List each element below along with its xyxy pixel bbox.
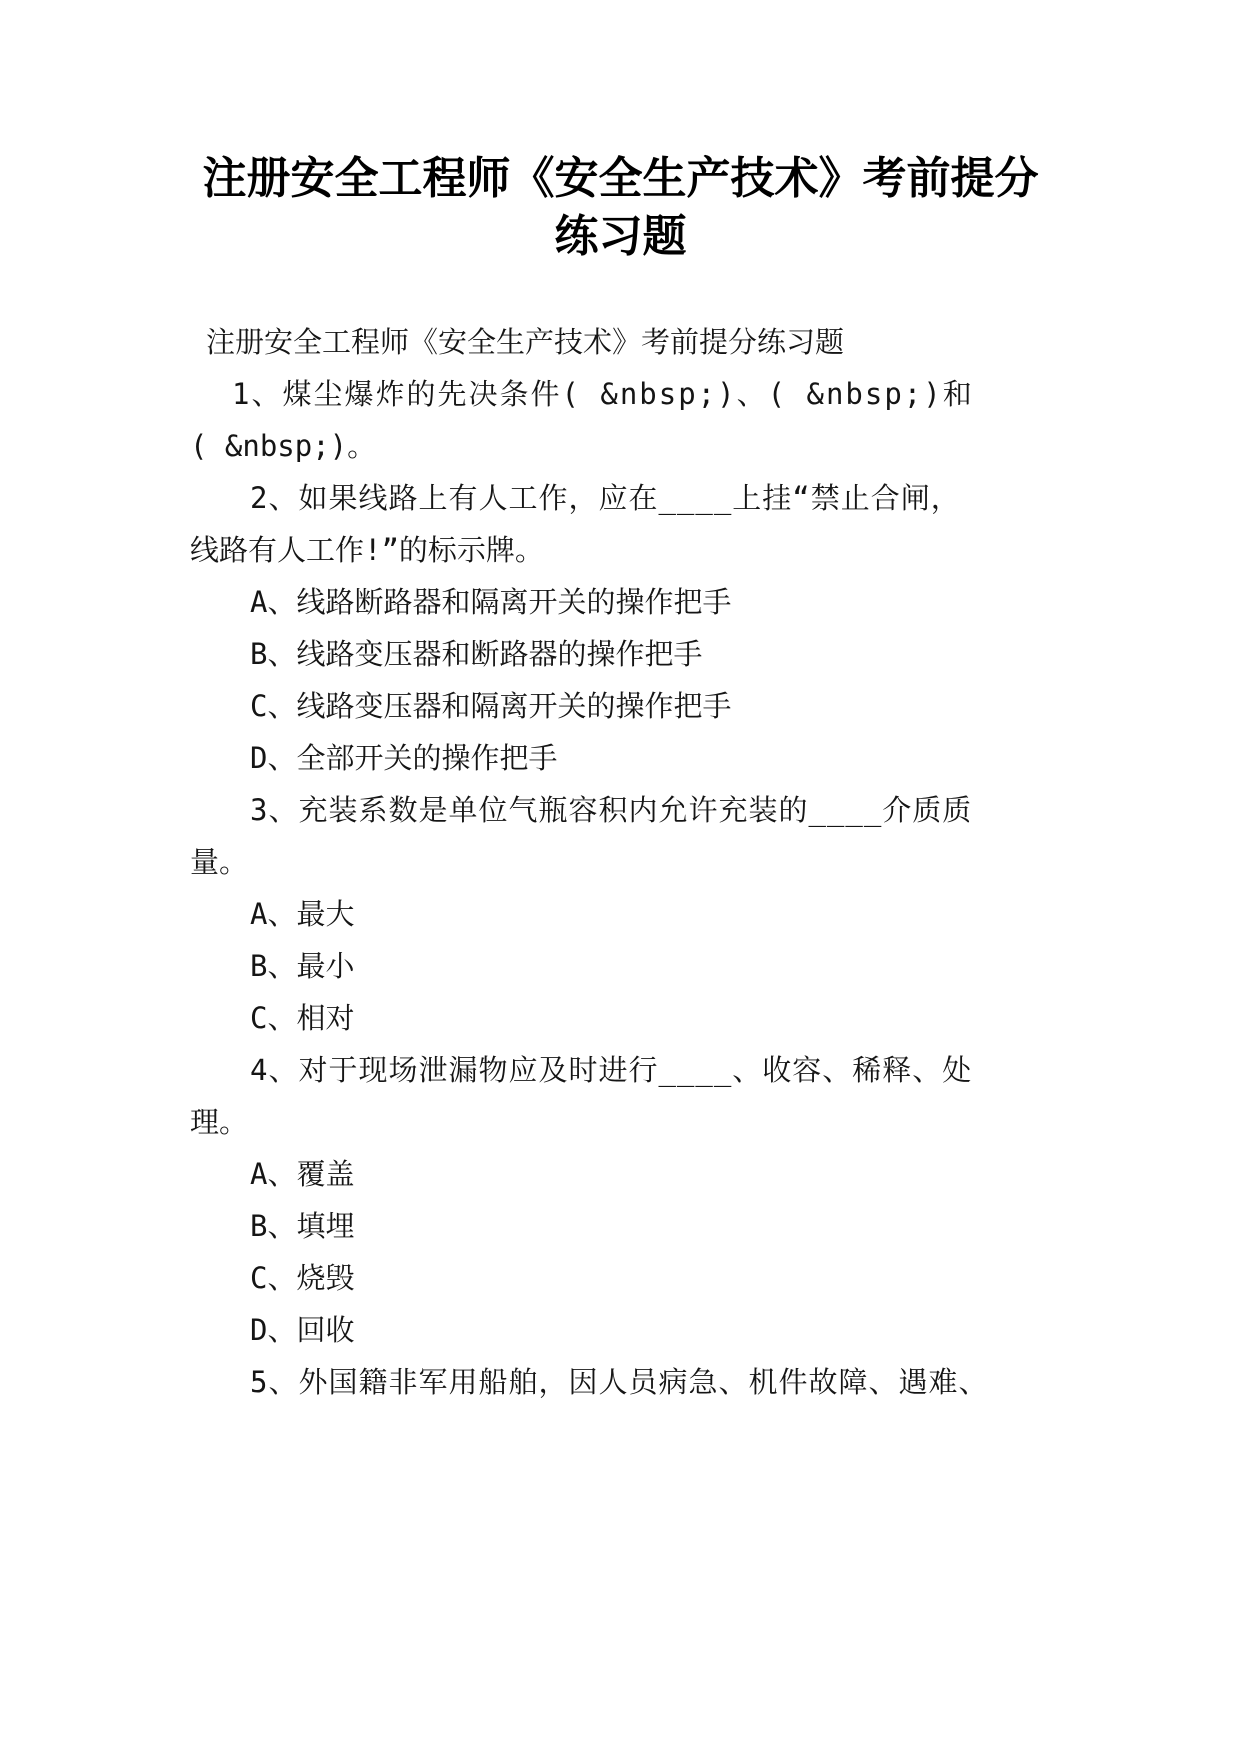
question-2-line-2: 线路有人工作!”的标示牌。 (190, 533, 544, 567)
title-line-1: 注册安全工程师《安全生产技术》考前提分 (202, 153, 1039, 204)
question-2-option-d: D、全部开关的操作把手 (250, 741, 558, 775)
question-2-option-c: C、线路变压器和隔离开关的操作把手 (250, 689, 732, 723)
title-line-2: 练习题 (554, 211, 687, 262)
question-3-option-a: A、最大 (250, 897, 355, 931)
question-2-line-1: 2、如果线路上有人工作，应在____上挂“禁止合闸， (250, 481, 961, 515)
subtitle: 注册安全工程师《安全生产技术》考前提分练习题 (206, 325, 845, 359)
question-4-option-a: A、覆盖 (250, 1157, 355, 1191)
question-4-line-2: 理。 (190, 1105, 249, 1139)
question-1-line-1: 1、煤尘爆炸的先决条件( &nbsp;)、( &nbsp;)和 (232, 377, 974, 411)
question-3-line-1: 3、充装系数是单位气瓶容积内允许充装的____介质质 (250, 793, 973, 827)
question-3-line-2: 量。 (190, 845, 249, 879)
document-title (150, 150, 1091, 266)
question-4-option-d: D、回收 (250, 1313, 355, 1347)
question-4-option-b: B、填埋 (250, 1209, 355, 1243)
question-3-option-c: C、相对 (250, 1001, 355, 1035)
question-4-line-1: 4、对于现场泄漏物应及时进行____、收容、稀释、处 (250, 1053, 973, 1087)
question-4-option-c: C、烧毁 (250, 1261, 355, 1295)
question-2-option-b: B、线路变压器和断路器的操作把手 (250, 637, 703, 671)
question-3-option-b: B、最小 (250, 949, 355, 983)
question-1-line-2: ( &nbsp;)。 (190, 429, 377, 463)
question-2-option-a: A、线路断路器和隔离开关的操作把手 (250, 585, 732, 619)
question-5-line-1: 5、外国籍非军用船舶，因人员病急、机件故障、遇难、 (250, 1365, 989, 1399)
